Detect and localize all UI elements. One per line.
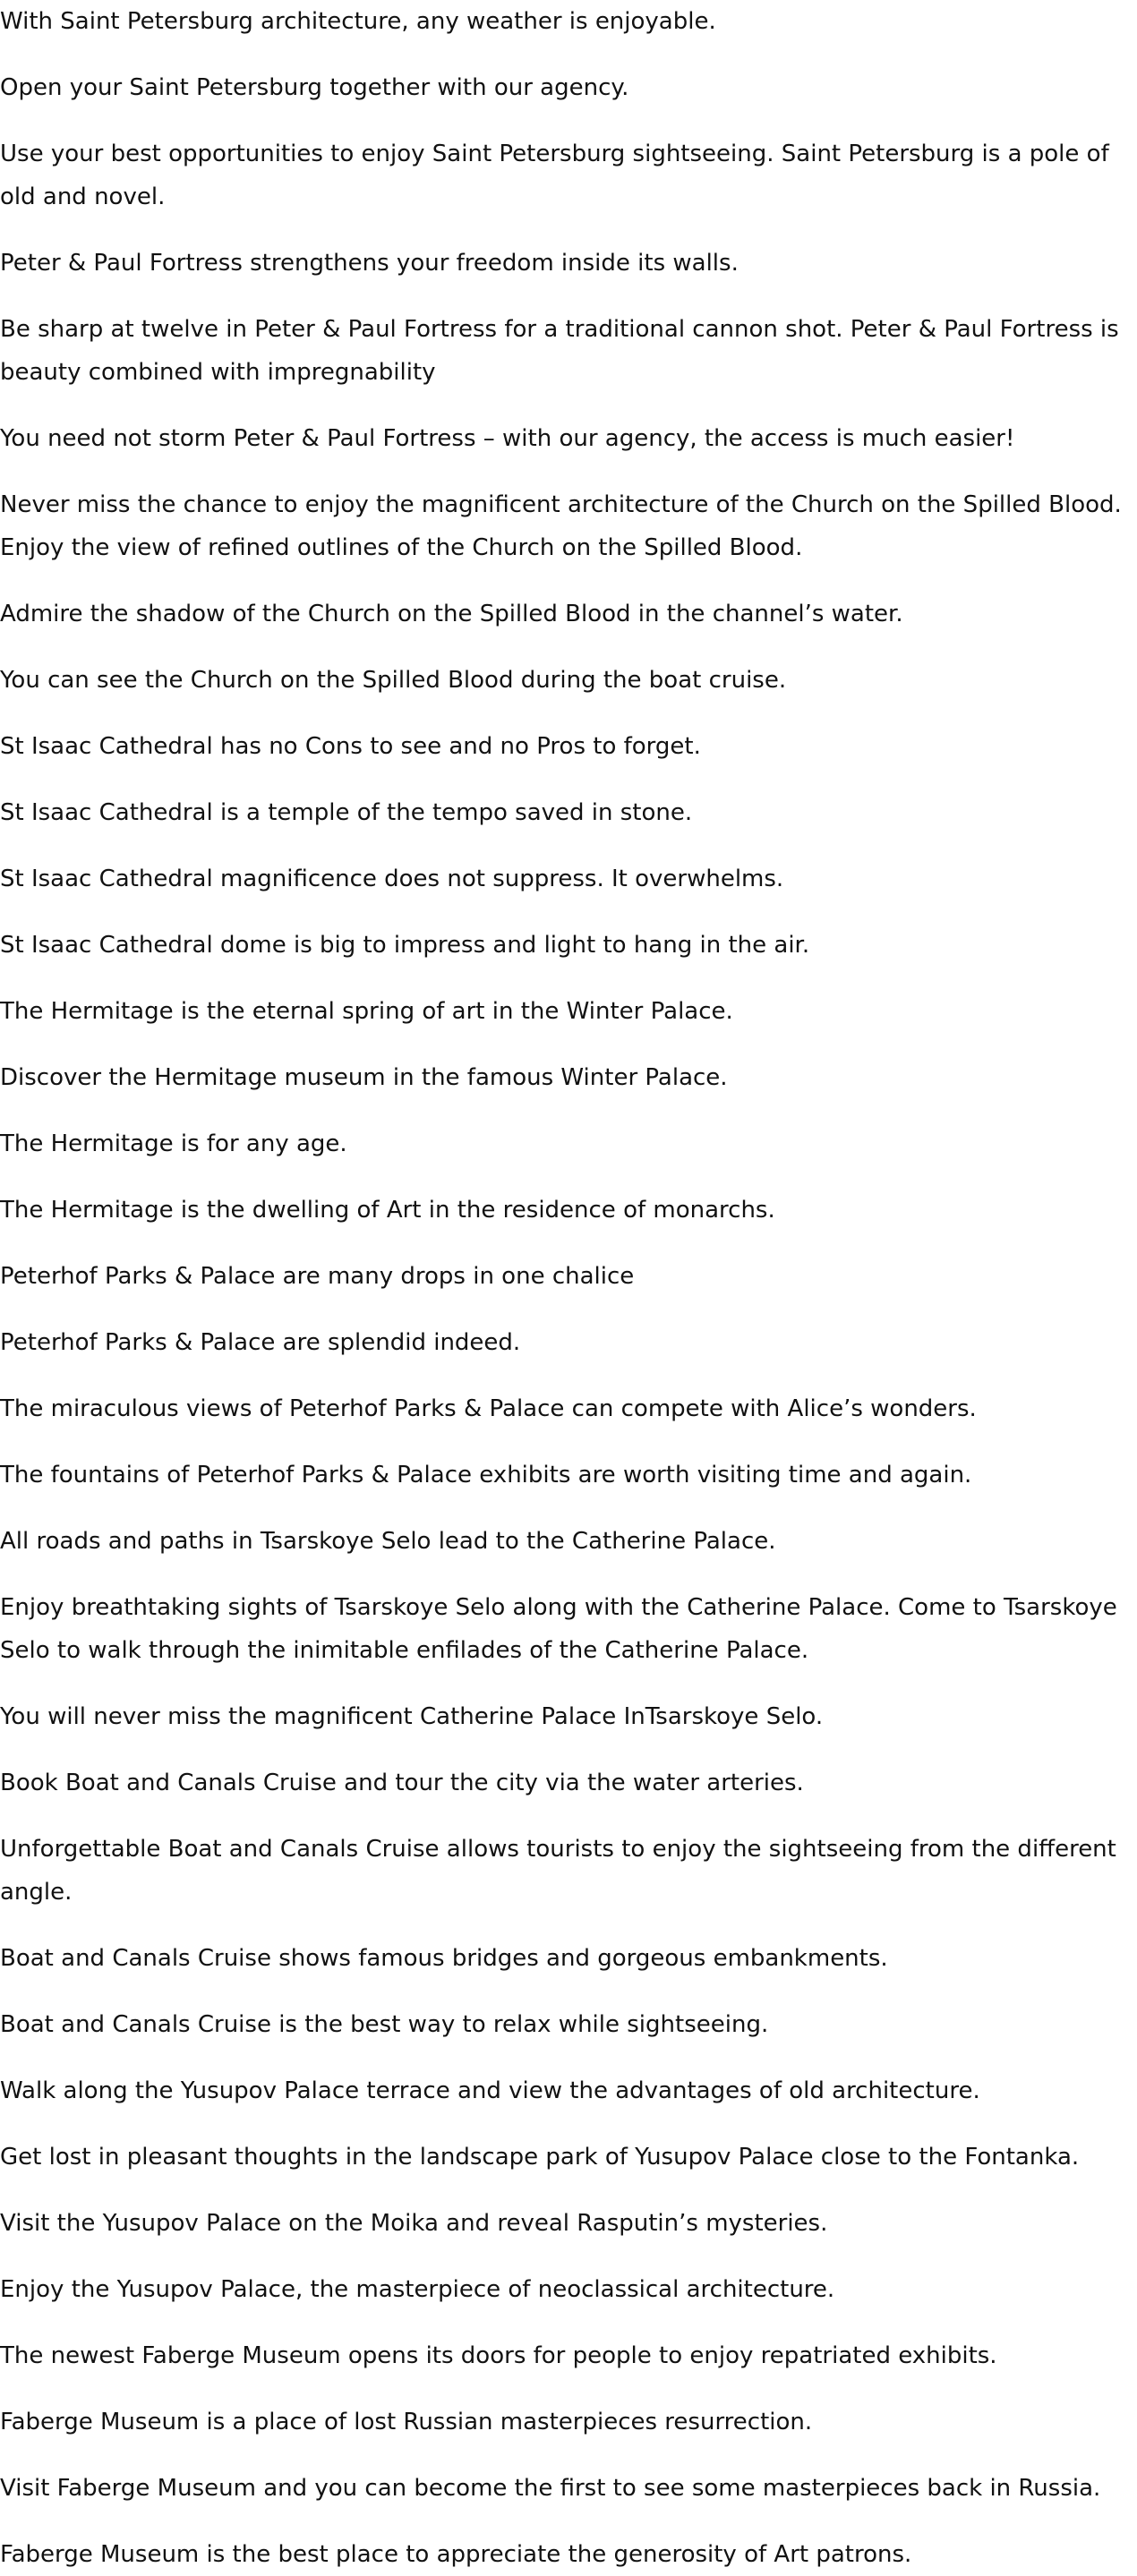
paragraph: St Isaac Cathedral is a temple of the tempo saved in stone.: [0, 799, 693, 826]
paragraph: Visit Faberge Museum and you can become the first to see some masterpieces back in Russia.: [0, 2475, 1101, 2502]
paragraph: With Saint Petersburg architecture, any weather is enjoyable.: [0, 8, 716, 35]
paragraph: All roads and paths in Tsarskoye Selo lead to the Catherine Palace.: [0, 1528, 776, 1555]
paragraph: Boat and Canals Cruise shows famous bridges and gorgeous embankments.: [0, 1945, 888, 1972]
paragraph: St Isaac Cathedral magnificence does not suppress. It overwhelms.: [0, 866, 784, 892]
paragraph: Enjoy breathtaking sights of Tsarskoye Selo along with the Catherine Palace. Come to Tsarskoye Selo to walk through the inimitable enfilades of the Catherine Palace.: [0, 1594, 1117, 1664]
paragraph: Unforgettable Boat and Canals Cruise allows tourists to enjoy the sightseeing from the different angle.: [0, 1836, 1116, 1906]
paragraph: Enjoy the Yusupov Palace, the masterpiece of neoclassical architecture.: [0, 2276, 835, 2303]
paragraph: Visit the Yusupov Palace on the Moika and reveal Rasputin’s mysteries.: [0, 2210, 828, 2237]
paragraph: Faberge Museum is the best place to appreciate the generosity of Art patrons.: [0, 2541, 912, 2568]
paragraph: Be sharp at twelve in Peter & Paul Fortress for a traditional cannon shot. Peter & Paul Fortress is beauty combined with impregnability: [0, 316, 1119, 386]
paragraph: You can see the Church on the Spilled Blood during the boat cruise.: [0, 667, 787, 694]
paragraph: The Hermitage is the dwelling of Art in the residence of monarchs.: [0, 1197, 775, 1224]
paragraph: Faberge Museum is a place of lost Russian masterpieces resurrection.: [0, 2409, 813, 2435]
paragraph: Walk along the Yusupov Palace terrace and view the advantages of old architecture.: [0, 2077, 980, 2104]
paragraph: You need not storm Peter & Paul Fortress – with our agency, the access is much easier!: [0, 425, 1015, 452]
paragraph: The fountains of Peterhof Parks & Palace exhibits are worth visiting time and again.: [0, 1462, 972, 1488]
paragraph: The newest Faberge Museum opens its doors for people to enjoy repatriated exhibits.: [0, 2342, 997, 2369]
paragraph: Discover the Hermitage museum in the famous Winter Palace.: [0, 1064, 728, 1091]
paragraph: Peter & Paul Fortress strengthens your freedom inside its walls.: [0, 250, 739, 277]
paragraph: St Isaac Cathedral dome is big to impress and light to hang in the air.: [0, 932, 810, 959]
paragraph: Use your best opportunities to enjoy Saint Petersburg sightseeing. Saint Petersburg is a pole of old and novel.: [0, 141, 1109, 210]
paragraph: Book Boat and Canals Cruise and tour the city via the water arteries.: [0, 1770, 804, 1796]
paragraph: The Hermitage is the eternal spring of art in the Winter Palace.: [0, 998, 733, 1025]
paragraph: The Hermitage is for any age.: [0, 1130, 347, 1157]
paragraph: Get lost in pleasant thoughts in the landscape park of Yusupov Palace close to the Fontanka.: [0, 2144, 1080, 2171]
paragraph: Open your Saint Petersburg together with our agency.: [0, 74, 629, 101]
paragraph: Peterhof Parks & Palace are splendid indeed.: [0, 1329, 521, 1356]
paragraph: You will never miss the magnificent Catherine Palace InTsarskoye Selo.: [0, 1703, 824, 1730]
paragraph: Boat and Canals Cruise is the best way to relax while sightseeing.: [0, 2011, 769, 2038]
paragraph: Peterhof Parks & Palace are many drops in one chalice: [0, 1263, 635, 1290]
paragraph: Never miss the chance to enjoy the magnificent architecture of the Church on the Spilled Blood. Enjoy the view of refined outlines of the Church on the Spilled Blood.: [0, 491, 1122, 561]
paragraph: St Isaac Cathedral has no Cons to see and no Pros to forget.: [0, 733, 701, 760]
paragraph: The miraculous views of Peterhof Parks & Palace can compete with Alice’s wonders.: [0, 1395, 977, 1422]
paragraph: Admire the shadow of the Church on the Spilled Blood in the channel’s water.: [0, 601, 903, 627]
